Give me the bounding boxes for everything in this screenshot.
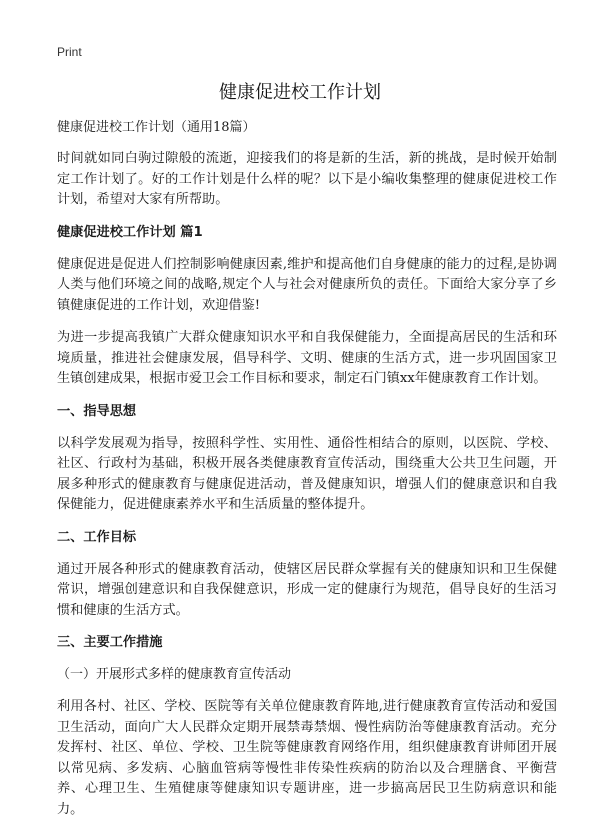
paragraph-plan-purpose: 为进一步提高我镇广大群众健康知识水平和自我保健能力，全面提高居民的生活和环境质量，推进社会健康发展，倡导科学、文明、健康的生活方式，进一步巩固国家卫生镇创建成果，根据市爱卫会工作目标和要求，制定石门镇xx年健康教育工作计划。	[57, 330, 557, 386]
subheading-measure-1: （一）开展形式多样的健康教育宣传活动	[57, 667, 292, 682]
heading-main-measures: 三、主要工作措施	[57, 635, 163, 650]
article-body	[57, 118, 557, 832]
intro-paragraph: 时间就如同白驹过隙般的流逝，迎接我们的将是新的生活，新的挑战，是时候开始制定工作计划了。好的工作计划是什么样的呢？以下是小编收集整理的健康促进校工作计划，希望对大家有所帮助。	[57, 151, 557, 207]
document-subtitle: 健康促进校工作计划（通用18篇）	[57, 120, 256, 135]
paragraph-guiding-ideology: 以科学发展观为指导，按照科学性、实用性、通俗性相结合的原则，以医院、学校、社区、行政村为基础，积极开展各类健康教育宣传活动，围绕重大公共卫生问题，开展多种形式的健康教育与健康促进活动，普及健康知识，增强人们的健康意识和自我保健能力，促进健康素养水平和生活质量的整体提升。	[57, 435, 557, 512]
heading-guiding-ideology: 一、指导思想	[57, 403, 137, 419]
paragraph-measure-1: 利用各村、社区、学校、医院等有关单位健康教育阵地,进行健康教育宣传活动和爱国卫生活动，面向广大人民群众定期开展禁毒禁烟、慢性病防治等健康教育活动。充分发挥村、社区、单位、学校、卫生院等健康教育网络作用，组织健康教育讲师团开展以常见病、多发病、心脑血管病等慢性非传染性疾病的防治以及合理膳食、平衡营养、心理卫生、生殖健康等健康知识专题讲座，进一步搞高居民卫生防病意识和能力。	[57, 699, 557, 817]
paragraph-health-promotion: 健康促进是促进人们控制影响健康因素,维护和提高他们自身健康的能力的过程,是协调人类与他们环境之间的战略,规定个人与社会对健康所负的责任。下面给大家分享了乡镇健康促进的工作计划，欢迎借鉴!	[57, 256, 557, 313]
section-heading-part1: 健康促进校工作计划 篇1	[57, 224, 203, 240]
heading-work-goals: 二、工作目标	[57, 529, 137, 545]
page-title: 健康促进校工作计划	[219, 82, 381, 103]
print-link[interactable]: Print	[57, 45, 82, 59]
paragraph-work-goals: 通过开展各种形式的健康教育活动，使辖区居民群众掌握有关的健康知识和卫生保健常识，增强创建意识和自我保健意识，形成一定的健康行为规范，倡导良好的生活习惯和健康的生活方式。	[57, 561, 557, 618]
